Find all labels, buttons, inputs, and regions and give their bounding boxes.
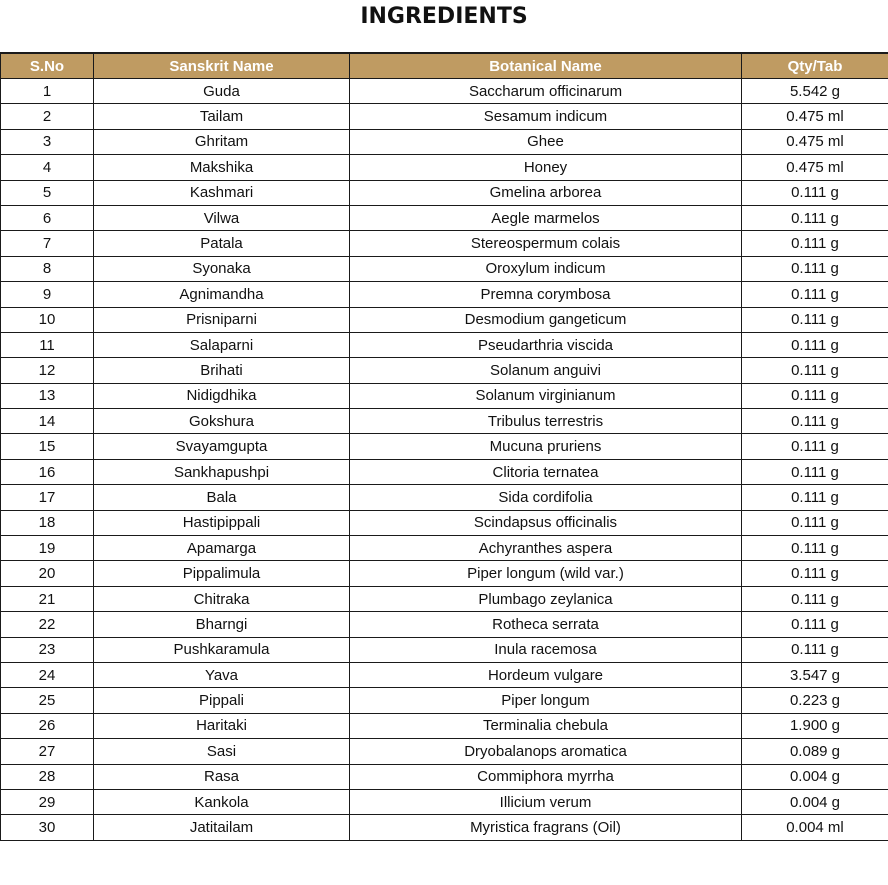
cell-qty-per-tab: 0.111 g bbox=[742, 282, 888, 307]
table-row bbox=[1, 383, 888, 408]
cell-sanskrit-name: Pippali bbox=[94, 688, 350, 713]
cell-sanskrit-name: Gokshura bbox=[94, 409, 350, 434]
cell-qty-per-tab: 0.111 g bbox=[742, 383, 888, 408]
cell-sno: 1 bbox=[1, 79, 94, 104]
table-row bbox=[1, 155, 888, 180]
cell-qty-per-tab: 5.542 g bbox=[742, 79, 888, 104]
cell-sanskrit-name: Vilwa bbox=[94, 205, 350, 230]
cell-botanical-name: Pseudarthria viscida bbox=[350, 332, 742, 357]
column-header-qty-per-tab: Qty/Tab bbox=[742, 53, 888, 79]
column-header-botanical-name: Botanical Name bbox=[350, 53, 742, 79]
cell-sno: 21 bbox=[1, 586, 94, 611]
cell-qty-per-tab: 0.111 g bbox=[742, 459, 888, 484]
cell-botanical-name: Piper longum (wild var.) bbox=[350, 561, 742, 586]
cell-sanskrit-name: Guda bbox=[94, 79, 350, 104]
table-header bbox=[1, 53, 888, 79]
cell-sno: 25 bbox=[1, 688, 94, 713]
cell-qty-per-tab: 0.004 g bbox=[742, 764, 888, 789]
cell-botanical-name: Terminalia chebula bbox=[350, 713, 742, 738]
cell-qty-per-tab: 0.111 g bbox=[742, 612, 888, 637]
cell-botanical-name: Dryobalanops aromatica bbox=[350, 739, 742, 764]
cell-sanskrit-name: Pippalimula bbox=[94, 561, 350, 586]
cell-sno: 28 bbox=[1, 764, 94, 789]
cell-qty-per-tab: 0.111 g bbox=[742, 637, 888, 662]
cell-qty-per-tab: 3.547 g bbox=[742, 662, 888, 687]
cell-botanical-name: Myristica fragrans (Oil) bbox=[350, 815, 742, 840]
cell-botanical-name: Saccharum officinarum bbox=[350, 79, 742, 104]
cell-qty-per-tab: 0.111 g bbox=[742, 409, 888, 434]
cell-sanskrit-name: Tailam bbox=[94, 104, 350, 129]
cell-sno: 4 bbox=[1, 155, 94, 180]
cell-qty-per-tab: 0.111 g bbox=[742, 332, 888, 357]
cell-sno: 24 bbox=[1, 662, 94, 687]
cell-qty-per-tab: 0.111 g bbox=[742, 180, 888, 205]
table-row bbox=[1, 764, 888, 789]
table-row bbox=[1, 104, 888, 129]
cell-sno: 19 bbox=[1, 536, 94, 561]
cell-botanical-name: Solanum anguivi bbox=[350, 358, 742, 383]
cell-sno: 20 bbox=[1, 561, 94, 586]
table-row bbox=[1, 332, 888, 357]
table-row bbox=[1, 662, 888, 687]
cell-sanskrit-name: Kashmari bbox=[94, 180, 350, 205]
cell-sanskrit-name: Patala bbox=[94, 231, 350, 256]
cell-botanical-name: Sida cordifolia bbox=[350, 485, 742, 510]
cell-qty-per-tab: 0.111 g bbox=[742, 307, 888, 332]
cell-qty-per-tab: 0.004 ml bbox=[742, 815, 888, 840]
page-title: INGREDIENTS bbox=[360, 4, 528, 29]
cell-botanical-name: Mucuna pruriens bbox=[350, 434, 742, 459]
cell-sanskrit-name: Makshika bbox=[94, 155, 350, 180]
table-row bbox=[1, 231, 888, 256]
table-row bbox=[1, 282, 888, 307]
table-row bbox=[1, 409, 888, 434]
cell-sno: 30 bbox=[1, 815, 94, 840]
table-row bbox=[1, 459, 888, 484]
cell-sno: 3 bbox=[1, 129, 94, 154]
cell-qty-per-tab: 0.111 g bbox=[742, 485, 888, 510]
cell-botanical-name: Stereospermum colais bbox=[350, 231, 742, 256]
cell-sno: 27 bbox=[1, 739, 94, 764]
cell-botanical-name: Sesamum indicum bbox=[350, 104, 742, 129]
table-row bbox=[1, 637, 888, 662]
table-row bbox=[1, 79, 888, 104]
table-row bbox=[1, 485, 888, 510]
cell-botanical-name: Gmelina arborea bbox=[350, 180, 742, 205]
cell-sanskrit-name: Sasi bbox=[94, 739, 350, 764]
cell-sanskrit-name: Chitraka bbox=[94, 586, 350, 611]
cell-qty-per-tab: 0.111 g bbox=[742, 205, 888, 230]
table-row bbox=[1, 815, 888, 840]
cell-sno: 17 bbox=[1, 485, 94, 510]
cell-qty-per-tab: 0.223 g bbox=[742, 688, 888, 713]
cell-qty-per-tab: 0.475 ml bbox=[742, 104, 888, 129]
cell-sno: 2 bbox=[1, 104, 94, 129]
cell-sanskrit-name: Yava bbox=[94, 662, 350, 687]
table-row bbox=[1, 688, 888, 713]
cell-sanskrit-name: Rasa bbox=[94, 764, 350, 789]
table-row bbox=[1, 713, 888, 738]
cell-sanskrit-name: Bharngi bbox=[94, 612, 350, 637]
cell-sno: 9 bbox=[1, 282, 94, 307]
cell-sanskrit-name: Brihati bbox=[94, 358, 350, 383]
ingredients-table bbox=[0, 52, 888, 841]
cell-sno: 23 bbox=[1, 637, 94, 662]
cell-botanical-name: Achyranthes aspera bbox=[350, 536, 742, 561]
table-row bbox=[1, 612, 888, 637]
cell-sanskrit-name: Jatitailam bbox=[94, 815, 350, 840]
cell-sno: 12 bbox=[1, 358, 94, 383]
table-row bbox=[1, 205, 888, 230]
cell-qty-per-tab: 0.111 g bbox=[742, 510, 888, 535]
cell-sno: 11 bbox=[1, 332, 94, 357]
column-header-sno: S.No bbox=[1, 53, 94, 79]
header-row bbox=[1, 53, 888, 79]
cell-sanskrit-name: Prisniparni bbox=[94, 307, 350, 332]
cell-botanical-name: Piper longum bbox=[350, 688, 742, 713]
table-row bbox=[1, 307, 888, 332]
cell-botanical-name: Honey bbox=[350, 155, 742, 180]
cell-botanical-name: Plumbago zeylanica bbox=[350, 586, 742, 611]
cell-botanical-name: Premna corymbosa bbox=[350, 282, 742, 307]
cell-sno: 15 bbox=[1, 434, 94, 459]
table-row bbox=[1, 561, 888, 586]
cell-sanskrit-name: Syonaka bbox=[94, 256, 350, 281]
cell-sno: 22 bbox=[1, 612, 94, 637]
cell-botanical-name: Illicium verum bbox=[350, 789, 742, 814]
cell-sno: 14 bbox=[1, 409, 94, 434]
cell-sanskrit-name: Sankhapushpi bbox=[94, 459, 350, 484]
cell-sno: 16 bbox=[1, 459, 94, 484]
cell-sanskrit-name: Bala bbox=[94, 485, 350, 510]
cell-sanskrit-name: Kankola bbox=[94, 789, 350, 814]
column-header-sanskrit-name: Sanskrit Name bbox=[94, 53, 350, 79]
cell-qty-per-tab: 0.475 ml bbox=[742, 129, 888, 154]
table-row bbox=[1, 586, 888, 611]
cell-sanskrit-name: Nidigdhika bbox=[94, 383, 350, 408]
table-row bbox=[1, 358, 888, 383]
cell-sanskrit-name: Agnimandha bbox=[94, 282, 350, 307]
cell-qty-per-tab: 0.111 g bbox=[742, 434, 888, 459]
cell-sno: 10 bbox=[1, 307, 94, 332]
cell-qty-per-tab: 1.900 g bbox=[742, 713, 888, 738]
cell-sanskrit-name: Svayamgupta bbox=[94, 434, 350, 459]
cell-botanical-name: Inula racemosa bbox=[350, 637, 742, 662]
cell-sanskrit-name: Pushkaramula bbox=[94, 637, 350, 662]
cell-qty-per-tab: 0.475 ml bbox=[742, 155, 888, 180]
table-row bbox=[1, 739, 888, 764]
cell-qty-per-tab: 0.111 g bbox=[742, 358, 888, 383]
cell-qty-per-tab: 0.004 g bbox=[742, 789, 888, 814]
cell-botanical-name: Hordeum vulgare bbox=[350, 662, 742, 687]
cell-sanskrit-name: Hastipippali bbox=[94, 510, 350, 535]
table-row bbox=[1, 180, 888, 205]
table-body bbox=[1, 79, 888, 841]
cell-qty-per-tab: 0.111 g bbox=[742, 561, 888, 586]
cell-botanical-name: Commiphora myrrha bbox=[350, 764, 742, 789]
cell-sno: 5 bbox=[1, 180, 94, 205]
cell-qty-per-tab: 0.111 g bbox=[742, 256, 888, 281]
cell-sno: 26 bbox=[1, 713, 94, 738]
cell-botanical-name: Solanum virginianum bbox=[350, 383, 742, 408]
cell-botanical-name: Scindapsus officinalis bbox=[350, 510, 742, 535]
table-row bbox=[1, 256, 888, 281]
cell-botanical-name: Rotheca serrata bbox=[350, 612, 742, 637]
cell-sno: 13 bbox=[1, 383, 94, 408]
cell-sanskrit-name: Salaparni bbox=[94, 332, 350, 357]
cell-botanical-name: Clitoria ternatea bbox=[350, 459, 742, 484]
cell-botanical-name: Oroxylum indicum bbox=[350, 256, 742, 281]
cell-botanical-name: Ghee bbox=[350, 129, 742, 154]
cell-botanical-name: Tribulus terrestris bbox=[350, 409, 742, 434]
cell-sanskrit-name: Ghritam bbox=[94, 129, 350, 154]
cell-sno: 8 bbox=[1, 256, 94, 281]
cell-sno: 6 bbox=[1, 205, 94, 230]
table-row bbox=[1, 536, 888, 561]
table-row bbox=[1, 434, 888, 459]
table-row bbox=[1, 510, 888, 535]
cell-sanskrit-name: Apamarga bbox=[94, 536, 350, 561]
cell-botanical-name: Desmodium gangeticum bbox=[350, 307, 742, 332]
table-row bbox=[1, 129, 888, 154]
cell-botanical-name: Aegle marmelos bbox=[350, 205, 742, 230]
cell-sno: 7 bbox=[1, 231, 94, 256]
cell-sno: 18 bbox=[1, 510, 94, 535]
cell-qty-per-tab: 0.111 g bbox=[742, 536, 888, 561]
cell-qty-per-tab: 0.111 g bbox=[742, 231, 888, 256]
cell-sno: 29 bbox=[1, 789, 94, 814]
table-row bbox=[1, 789, 888, 814]
cell-sanskrit-name: Haritaki bbox=[94, 713, 350, 738]
cell-qty-per-tab: 0.111 g bbox=[742, 586, 888, 611]
cell-qty-per-tab: 0.089 g bbox=[742, 739, 888, 764]
